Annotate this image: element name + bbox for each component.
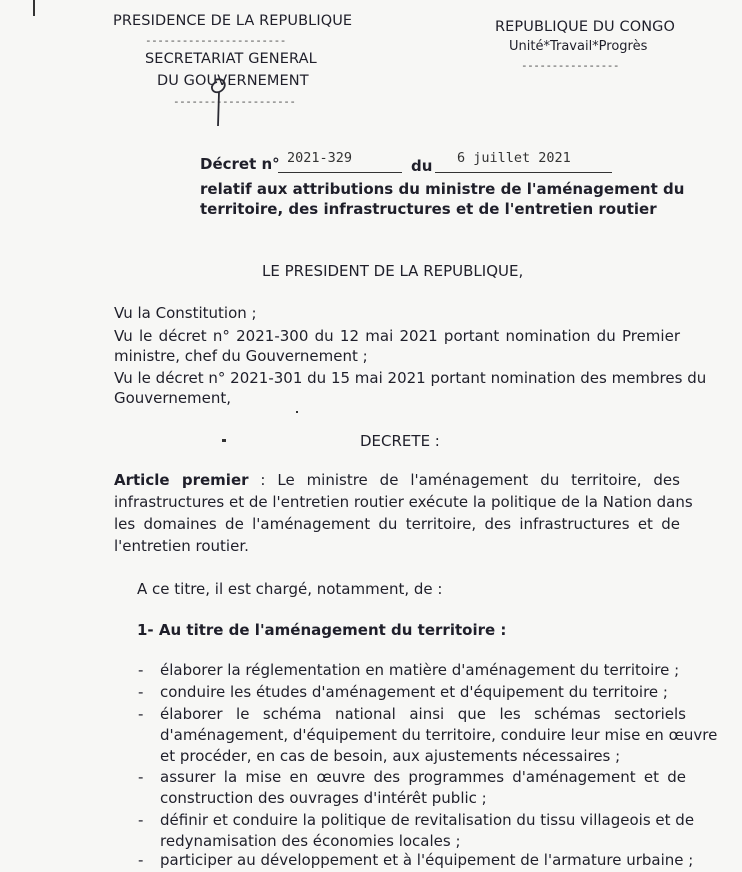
list-bullet: - <box>138 661 144 679</box>
president-heading: LE PRESIDENT DE LA REPUBLIQUE, <box>262 262 524 280</box>
list-bullet: - <box>138 683 144 701</box>
list-item-5-line-1: définir et conduire la politique de revitalisation du tissu villageois et de <box>160 811 695 829</box>
header-left-dashes-2: -------------------- <box>173 95 296 108</box>
visa-decret-300-line-1: Vu le décret n° 2021-300 du 12 mai 2021 portant nomination du Premier <box>114 327 680 345</box>
handwritten-initial-mark <box>203 74 233 130</box>
header-right-dashes: ---------------- <box>521 59 619 72</box>
list-bullet: - <box>138 768 144 786</box>
list-item-3-line-1: élaborer le schéma national ainsi que les schémas sectoriels <box>160 705 686 723</box>
article-1-intro: A ce titre, il est chargé, notamment, de : <box>137 580 443 598</box>
list-bullet: - <box>138 705 144 723</box>
list-bullet: - <box>138 811 144 829</box>
header-left-dashes-1: ----------------------- <box>145 34 286 47</box>
article-1-label: Article premier <box>114 471 249 489</box>
scan-speck <box>296 411 298 413</box>
decrete-heading: DECRETE : <box>360 432 440 450</box>
list-item-4-line-1: assurer la mise en œuvre des programmes d'aménagement et de <box>160 768 686 786</box>
article-1-line-4: l'entretien routier. <box>114 537 249 555</box>
decree-date-underline <box>435 172 612 173</box>
section-1-title: 1- Au titre de l'aménagement du territoire : <box>137 621 507 639</box>
header-motto: Unité*Travail*Progrès <box>509 39 648 54</box>
visa-constitution: Vu la Constitution ; <box>114 304 257 322</box>
visa-decret-300-line-2: ministre, chef du Gouvernement ; <box>114 347 368 365</box>
header-gouvernement: DU GOUVERNEMENT <box>157 73 309 89</box>
article-1-line-1 <box>114 471 680 489</box>
header-presidence: PRESIDENCE DE LA REPUBLIQUE <box>113 13 353 29</box>
list-item-6: participer au développement et à l'équipement de l'armature urbaine ; <box>160 851 694 869</box>
list-item-3-line-2: d'aménagement, d'équipement du territoire, conduire leur mise en œuvre <box>160 726 718 744</box>
decree-number-underline <box>278 172 402 173</box>
article-1-line-3: les domaines de l'aménagement du territoire, des infrastructures et de <box>114 515 680 533</box>
decree-number: 2021-329 <box>287 150 353 166</box>
decree-title-line-1: relatif aux attributions du ministre de l'aménagement du <box>200 180 685 198</box>
list-item-4-line-2: construction des ouvrages d'intérêt public ; <box>160 789 487 807</box>
list-item-5-line-2: redynamisation des économies locales ; <box>160 832 461 850</box>
decree-du-label: du <box>411 157 433 175</box>
article-1-line-1-text: : Le ministre de l'aménagement du territoire, des <box>260 471 680 489</box>
decree-date: 6 juillet 2021 <box>457 150 571 166</box>
list-item-3-line-3: et procéder, en cas de besoin, aux ajustements nécessaires ; <box>160 747 621 765</box>
list-item-1: élaborer la réglementation en matière d'aménagement du territoire ; <box>160 661 680 679</box>
article-1-line-2: infrastructures et de l'entretien routier exécute la politique de la Nation dans <box>114 493 693 511</box>
visa-decret-301-line-1: Vu le décret n° 2021-301 du 15 mai 2021 portant nomination des membres du <box>114 369 707 387</box>
decree-title-line-2: territoire, des infrastructures et de l'entretien routier <box>200 200 657 218</box>
header-republique: REPUBLIQUE DU CONGO <box>495 19 676 35</box>
visa-decret-301-line-2: Gouvernement, <box>114 389 232 407</box>
list-item-2: conduire les études d'aménagement et d'équipement du territoire ; <box>160 683 668 701</box>
scan-speck <box>222 439 226 442</box>
decree-label: Décret n° <box>200 155 280 173</box>
header-secretariat: SECRETARIAT GENERAL <box>145 51 317 67</box>
list-bullet: - <box>138 851 144 869</box>
margin-mark <box>33 0 35 16</box>
